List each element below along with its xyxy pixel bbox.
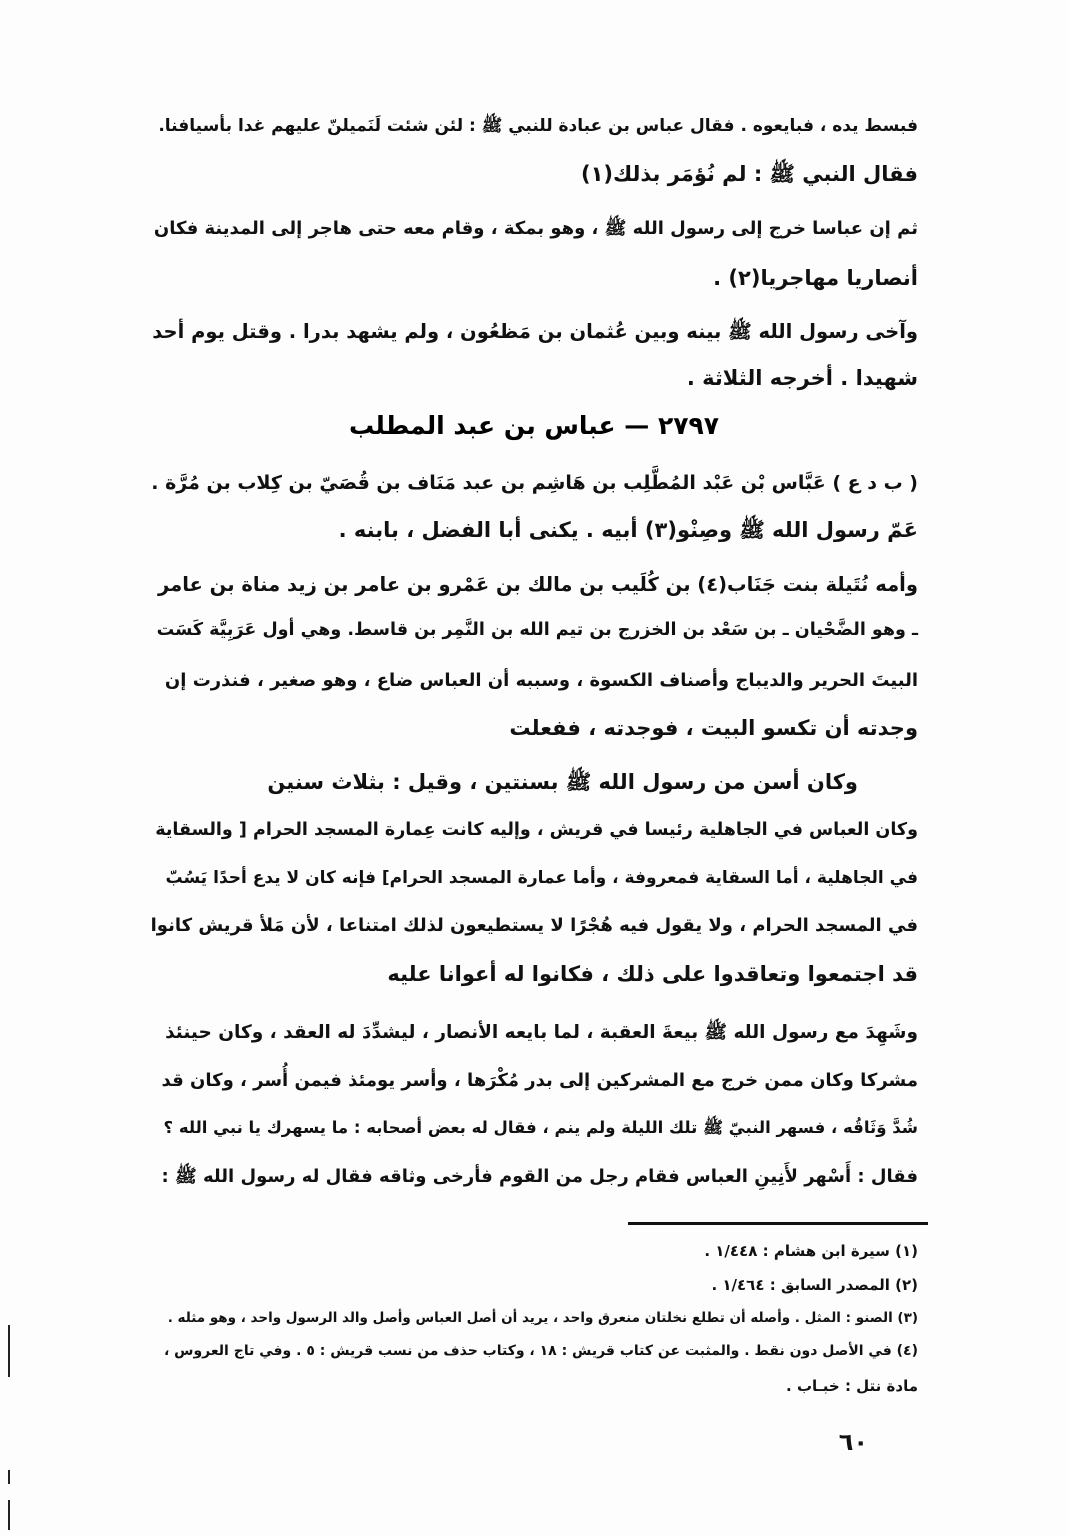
scan-edge-mark bbox=[8, 1325, 10, 1377]
footnote: (٤) في الأصل دون نقط . والمثبت عن كتاب قريش : ١٨ ، وكتاب حذف من نسب قريش : ٥ . وفي تاج العروس ، bbox=[163, 1343, 918, 1359]
text-line: وجدته أن تكسو البيت ، فوجدته ، ففعلت bbox=[509, 716, 918, 740]
text-line: عَمّ رسول الله ﷺ وصِنْو(٣) أبيه . يكنى أبا الفضل ، بابنه . bbox=[338, 518, 918, 542]
text-line: وآخى رسول الله ﷺ بينه وبين عُثمان بن مَظعُون ، ولم يشهد بدرا . وقتل يوم أحد bbox=[152, 320, 918, 343]
biography-paragraphs bbox=[150, 0, 918, 1210]
text-line: أنصاريا مهاجريا(٢) . bbox=[713, 266, 918, 290]
text-line: ( ب د ع ) عَبَّاس بْن عَبْد المُطَّلِب بن هَاشِم بن عبد مَنَاف بن قُصَيّ بن كِلاب بن مُرَّة . bbox=[151, 472, 918, 494]
footnote: (٣) الصنو : المثل . وأصله أن تطلع نخلتان منعرق واحد ، يريد أن أصل العباس وأصل والد الرسول واحد ، وهو مثله . bbox=[167, 1310, 918, 1326]
text-line: وشَهِدَ مع رسول الله ﷺ بيعةَ العقبة ، لما بايعه الأنصار ، ليشدِّدَ له العقد ، وكان حينئذ bbox=[165, 1022, 918, 1043]
footnote: مادة نتل : خبـاب . bbox=[786, 1377, 918, 1395]
text-line: وكان أسن من رسول الله ﷺ بسنتين ، وقيل : بثلاث سنين bbox=[267, 770, 858, 794]
text-line: قد اجتمعوا وتعاقدوا على ذلك ، فكانوا له أعوانا عليه bbox=[387, 962, 918, 986]
text-line: وأمه نُتَيلة بنت جَنَاب(٤) بن كُلَيب بن مالك بن عَمْرو بن عامر بن زيد مناة بن عامر bbox=[158, 573, 918, 596]
section-title: ٢٧٩٧ — عباس بن عبد المطلب bbox=[348, 411, 720, 440]
text-line: فقال النبي ﷺ : لم نُؤمَر بذلك(١) bbox=[580, 162, 918, 186]
footnote: (١) سيرة ابن هشام : ١/٤٤٨ . bbox=[704, 1242, 918, 1260]
text-line: ثم إن عباسا خرج إلى رسول الله ﷺ ، وهو بمكة ، وقام معه حتى هاجر إلى المدينة فكان bbox=[153, 218, 918, 239]
text-line: وكان العباس في الجاهلية رئيسا في قريش ، وإليه كانت عِمارة المسجد الحرام [ والسقاية bbox=[155, 820, 918, 840]
text-line: في المسجد الحرام ، ولا يقول فيه هُجْرًا لا يستطيعون لذلك امتناعا ، لأن مَلأ قريش كانوا bbox=[150, 915, 918, 936]
footnote: (٢) المصدر السابق : ١/٤٦٤ . bbox=[711, 1276, 918, 1294]
text-line: ـ وهو الضَّحْيان ـ بن سَعْد بن الخزرج بن تيم الله بن النَّمِر بن قاسط. وهي أول عَرَبِيَّة كَسَت bbox=[156, 620, 918, 640]
text-line: شُدَّ وَثَاقُه ، فسهر النبيّ ﷺ تلك الليلة ولم ينم ، فقال له بعض أصحابه : ما يسهرك يا نبي الله ؟ bbox=[163, 1118, 918, 1137]
text-line: فقال : أَسْهر لأَنِينِ العباس فقام رجل من القوم فأرخى وثاقه فقال له رسول الله ﷺ : bbox=[161, 1166, 918, 1187]
text-line: في الجاهلية ، أما السقاية فمعروفة ، وأما عمارة المسجد الحرام] فإنه كان لا يدع أحدًا يَسُبّ bbox=[165, 868, 918, 888]
text-line: شهيدا . أخرجه الثلاثة . bbox=[686, 366, 918, 390]
scan-edge-mark bbox=[8, 1470, 10, 1484]
page-number: ٦٠ bbox=[838, 1428, 868, 1456]
scan-edge-mark bbox=[8, 1500, 10, 1530]
text-line: فبسط يده ، فبايعوه . فقال عباس بن عبادة للنبي ﷺ : لئن شئت لَنَميلنّ عليهم غدا بأسيافنا. bbox=[158, 116, 918, 136]
text-line: مشركا وكان ممن خرج مع المشركين إلى بدر مُكْرَها ، وأسر يومئذ فيمن أُسر ، وكان قد bbox=[161, 1070, 918, 1091]
text-line: البيتَ الحرير والديباج وأصناف الكسوة ، وسببه أن العباس ضاع ، وهو صغير ، فنذرت إن bbox=[164, 670, 918, 691]
footnote-separator bbox=[628, 1222, 928, 1225]
